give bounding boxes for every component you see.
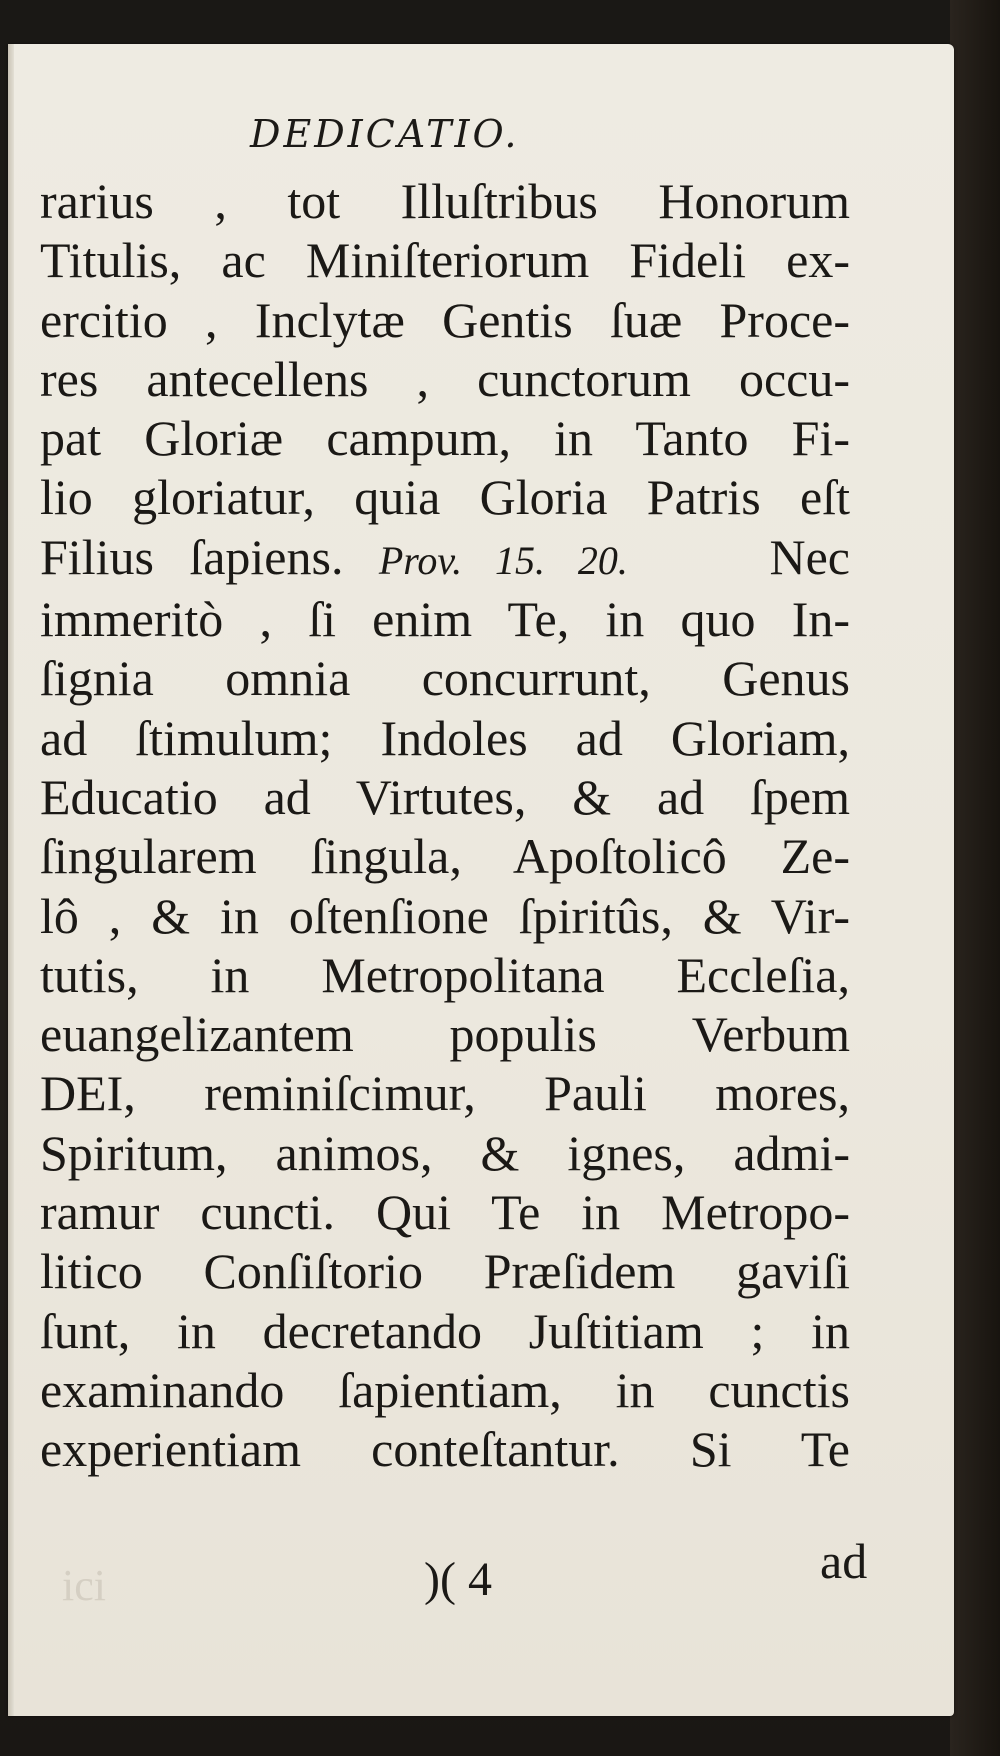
text-line: Titulis, ac Miniſteriorum Fideli ex- [40,232,850,289]
text-line: res antecellens , cunctorum occu- [40,350,850,407]
text-line: euangelizantem populis Verbum [40,1006,850,1063]
text-line: experientiam conteſtantur. Si Te [40,1421,850,1478]
text-line: lô , & in oſtenſione ſpiritûs, & Vir- [40,887,850,944]
text-fragment: Nec [627,528,850,585]
text-line: ramur cuncti. Qui Te in Metropo- [40,1184,850,1241]
text-line: lio gloriatur, quia Gloria Patris eſt [40,469,850,526]
scripture-reference: Prov. 15. 20. [378,537,628,583]
text-line: ſunt, in decretando Juſtitiam ; in [40,1302,850,1359]
text-line: immeritò , ſi enim Te, in quo In- [40,591,850,648]
text-line: rarius , tot Illuſtribus Honorum [40,173,850,229]
text-line: ſingularem ſingula, Apoſtolicô Ze- [40,828,850,885]
text-fragment: Filius ſapiens. [40,528,379,585]
text-line: litico Conſiſtorio Præſidem gaviſi [40,1243,850,1300]
signature-mark: )( 4 [424,1553,492,1606]
text-line: tutis, in Metropolitana Eccleſia, [40,946,850,1003]
running-head: DEDICATIO. [250,112,520,156]
text-line: Spiritum, animos, & ignes, admi- [40,1124,850,1181]
catchword: ad [820,1533,868,1589]
text-line: ſignia omnia concurrunt, Genus [40,650,850,707]
text-line: ad ſtimulum; Indoles ad Gloriam, [40,709,850,766]
show-through-text: ici [62,1561,106,1610]
text-line: examinando ſapientiam, in cunctis [40,1361,850,1418]
text-line: Educatio ad Virtutes, & ad ſpem [40,768,850,825]
page-edge [8,44,14,1716]
text-line: ercitio , Inclytæ Gentis ſuæ Proce- [40,291,850,348]
body-text [40,172,850,1480]
text-line: DEI, reminiſcimur, Pauli mores, [40,1065,850,1122]
text-line: pat Gloriæ campum, in Tanto Fi- [40,410,850,467]
book-spine-shadow [950,0,1000,1756]
text-line [40,528,850,590]
